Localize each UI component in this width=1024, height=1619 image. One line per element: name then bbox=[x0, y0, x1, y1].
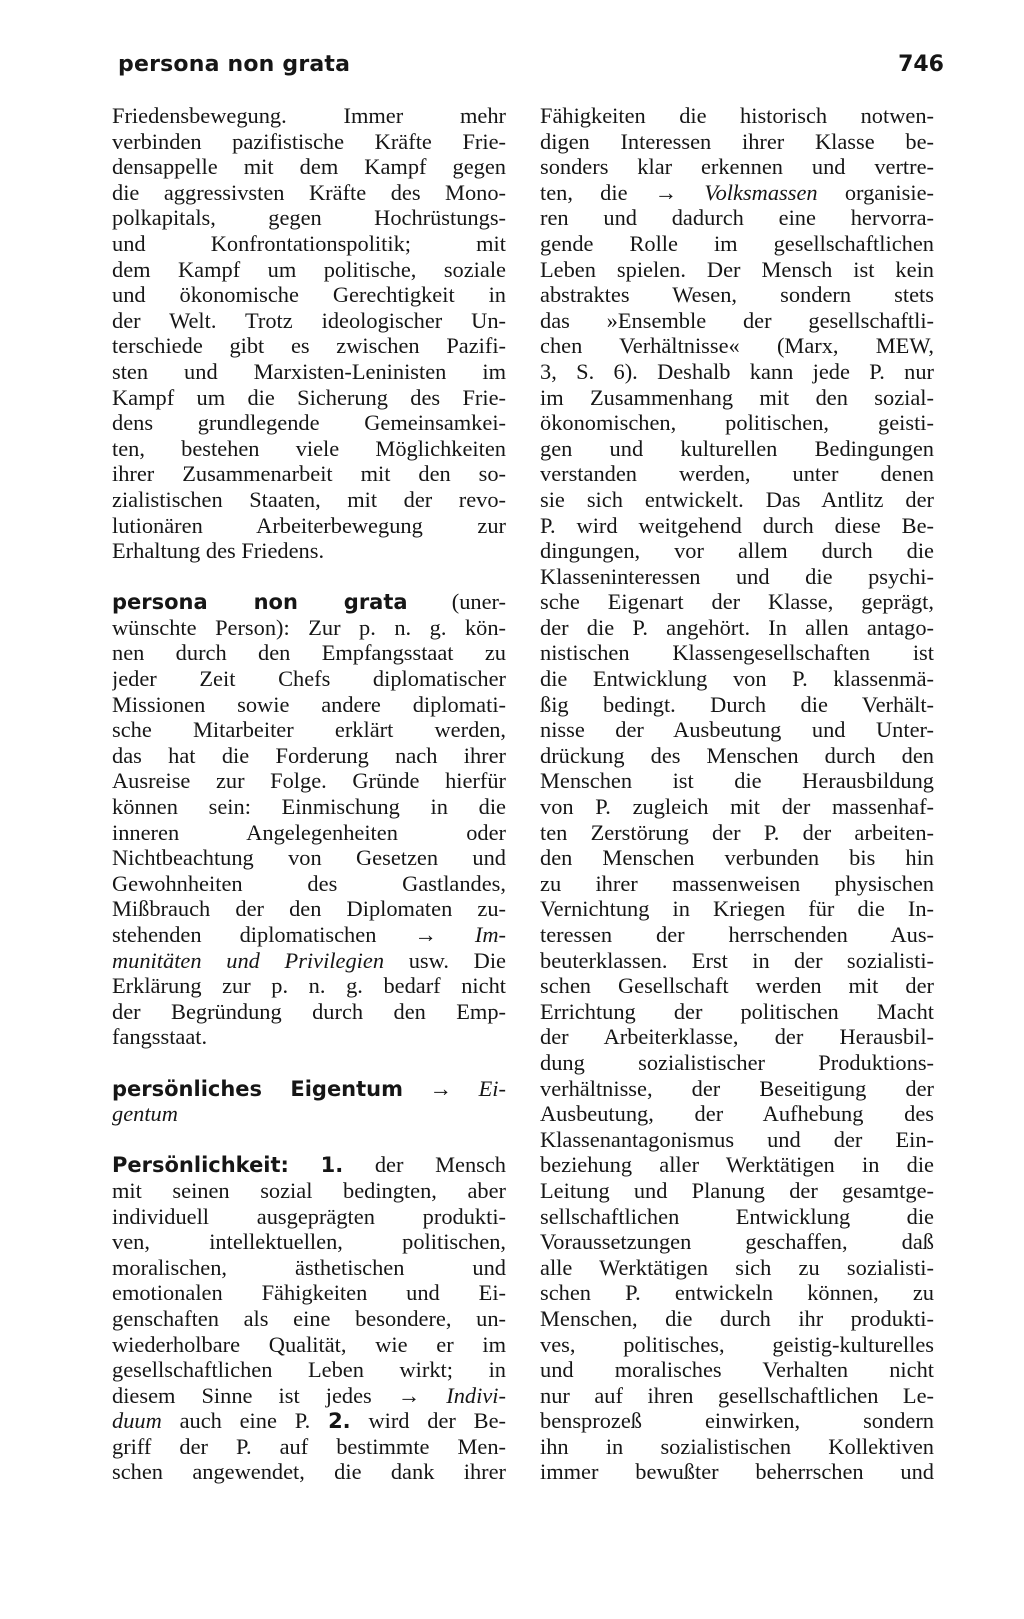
text-line: ßig bedingt. Durch die Verhält- bbox=[540, 691, 934, 717]
entry-line bbox=[112, 922, 506, 948]
text-line: Klasseninteressen und die psychi- bbox=[540, 563, 934, 589]
left-column bbox=[112, 103, 506, 1485]
entry-body bbox=[112, 973, 506, 1050]
text-line: lutionären Arbeiterbewegung zur bbox=[112, 512, 506, 538]
text-line: jeder Zeit Chefs diplomatischer bbox=[112, 666, 506, 692]
entry-line bbox=[112, 1383, 506, 1409]
text-line: drückung des Menschen durch den bbox=[540, 742, 934, 768]
sense-number: 1. bbox=[320, 1153, 344, 1178]
entry-body bbox=[540, 103, 934, 180]
text-line: ihn in sozialistischen Kollektiven bbox=[540, 1433, 934, 1459]
text-line: und Konfrontationspolitik; mit bbox=[112, 230, 506, 256]
cross-reference-arrow: → bbox=[414, 922, 437, 947]
text-line: Errichtung der politischen Macht bbox=[540, 998, 934, 1024]
text-line: zu ihrer massenweisen physischen bbox=[540, 870, 934, 896]
text-line: Nichtbeachtung von Gesetzen und bbox=[112, 845, 506, 871]
text-line: Leben spielen. Der Mensch ist kein bbox=[540, 256, 934, 282]
text-line: Gewohnheiten des Gastlandes, bbox=[112, 870, 506, 896]
text-line: die aggressivsten Kräfte des Mono- bbox=[112, 179, 506, 205]
entry-text: diesem Sinne ist jedes bbox=[112, 1382, 372, 1408]
text-line: nistischen Klassengesellschaften ist bbox=[540, 640, 934, 666]
text-line: mit seinen sozial bedingten, aber bbox=[112, 1177, 506, 1203]
text-line: gen und kulturellen Bedingungen bbox=[540, 435, 934, 461]
text-line: immer bewußter beherrschen und bbox=[540, 1459, 934, 1485]
entry-first-line bbox=[112, 1076, 506, 1102]
text-line: sche Mitarbeiter erklärt werden, bbox=[112, 717, 506, 743]
text-line: Mißbrauch der den Diplomaten zu- bbox=[112, 896, 506, 922]
sense-number: 2. bbox=[328, 1409, 351, 1434]
text-line: schen Gesellschaft werden mit der bbox=[540, 973, 934, 999]
headword: persönliches Eigentum bbox=[112, 1076, 404, 1101]
text-line: ves, politisches, geistig-kulturelles bbox=[540, 1331, 934, 1357]
text-line: von P. zugleich mit der massenhaf- bbox=[540, 794, 934, 820]
text-line: sellschaftlichen Entwicklung die bbox=[540, 1203, 934, 1229]
text-line: das »Ensemble der gesellschaftli- bbox=[540, 307, 934, 333]
text-line: teressen der herrschenden Aus- bbox=[540, 922, 934, 947]
entry-text: auch eine P. bbox=[179, 1408, 311, 1434]
entry-text: stehenden diplomatischen bbox=[112, 922, 377, 947]
text-line: schen P. entwickeln können, zu bbox=[540, 1280, 934, 1306]
text-line: der die P. angehört. In allen antago- bbox=[540, 614, 934, 640]
text-line: Fähigkeiten die historisch notwen- bbox=[540, 103, 934, 128]
headword: persona non grata bbox=[112, 590, 408, 615]
entry-gap bbox=[112, 1050, 506, 1076]
entry-text: der Mensch bbox=[374, 1152, 506, 1178]
cross-reference-link[interactable]: Indivi- bbox=[446, 1382, 506, 1408]
text-line: im Zusammenhang mit den sozial- bbox=[540, 384, 934, 410]
text-line: beziehung aller Werktätigen in die bbox=[540, 1152, 934, 1178]
cross-reference-link[interactable]: Volksmassen bbox=[704, 179, 818, 205]
text-line: das hat die Forderung nach ihrer bbox=[112, 742, 506, 768]
text-line: inneren Angelegenheiten oder bbox=[112, 819, 506, 845]
text-line: beuterklassen. Erst in der sozialisti- bbox=[540, 947, 934, 973]
cross-reference-link[interactable]: munitäten und Privilegien bbox=[112, 947, 385, 973]
text-line: individuell ausgeprägten produkti- bbox=[112, 1203, 506, 1229]
text-line: Klassenantagonismus und der Ein- bbox=[540, 1126, 934, 1152]
entry-text: wird der Be- bbox=[368, 1408, 506, 1434]
text-line: sonders klar erkennen und vertre- bbox=[540, 154, 934, 180]
text-line: Missionen sowie andere diplomati- bbox=[112, 691, 506, 717]
entry-body bbox=[112, 1434, 506, 1485]
headword: Persönlichkeit: bbox=[112, 1153, 289, 1178]
text-line: und moralisches Verhalten nicht bbox=[540, 1357, 934, 1383]
page-number: 746 bbox=[898, 52, 944, 77]
entry-persoenlichkeit bbox=[112, 1152, 506, 1485]
text-line: die Entwicklung von P. klassenmä- bbox=[540, 666, 934, 692]
cross-reference-arrow: → bbox=[429, 1075, 453, 1101]
text-line: abstraktes Wesen, sondern stets bbox=[540, 282, 934, 308]
text-line: alle Werktätigen sich zu sozialisti- bbox=[540, 1254, 934, 1280]
text-line: chen Verhältnisse« (Marx, MEW, bbox=[540, 333, 934, 359]
text-line: der Begründung durch den Emp- bbox=[112, 998, 506, 1024]
entry-line bbox=[112, 1408, 506, 1434]
text-line: sten und Marxisten-Leninisten im bbox=[112, 358, 506, 384]
text-line: Vernichtung in Kriegen für die In- bbox=[540, 896, 934, 922]
entry-persona-non-grata bbox=[112, 589, 506, 1050]
text-line: nen durch den Empfangsstaat zu bbox=[112, 640, 506, 666]
right-column bbox=[540, 103, 934, 1485]
text-line: Erhaltung des Friedens. bbox=[112, 538, 325, 564]
entry-line bbox=[112, 1101, 506, 1127]
text-line: fangsstaat. bbox=[112, 1024, 208, 1050]
text-line: moralischen, ästhetischen und bbox=[112, 1254, 506, 1280]
cross-reference-link[interactable]: duum bbox=[112, 1408, 162, 1434]
text-line: Ausreise zur Folge. Gründe hierfür bbox=[112, 768, 506, 794]
text-line: der Arbeiterklasse, der Herausbil- bbox=[540, 1024, 934, 1050]
text-line: gende Rolle im gesellschaftlichen bbox=[540, 230, 934, 256]
text-line: wiederholbare Qualität, wie er im bbox=[112, 1331, 506, 1357]
entry-first-line bbox=[112, 1152, 506, 1178]
text-line: den Menschen verbunden bis hin bbox=[540, 845, 934, 871]
text-line: verstanden werden, unter denen bbox=[540, 461, 934, 487]
text-line: ten, bestehen viele Möglichkeiten bbox=[112, 435, 506, 461]
text-line: bensprozeß einwirken, sondern bbox=[540, 1408, 934, 1434]
text-line: nisse der Ausbeutung und Unter- bbox=[540, 717, 934, 743]
cross-reference-link[interactable]: Ei- bbox=[478, 1075, 506, 1101]
text-line: Voraussetzungen geschaffen, daß bbox=[540, 1229, 934, 1255]
entry-line bbox=[112, 948, 506, 974]
entry-text: usw. Die bbox=[408, 947, 506, 973]
text-line: Kampf um die Sicherung des Frie- bbox=[112, 384, 506, 410]
text-line: dens grundlegende Gemeinsamkei- bbox=[112, 410, 506, 436]
text-line: verbinden pazifistische Kräfte Frie- bbox=[112, 128, 506, 154]
text-line: dung sozialistischer Produktions- bbox=[540, 1049, 934, 1075]
text-line: und ökonomische Gerechtigkeit in bbox=[112, 282, 506, 308]
entry-text: ten, die bbox=[540, 179, 628, 205]
entry-persoenliches-eigentum bbox=[112, 1076, 506, 1127]
text-line: Menschen, die durch ihr produkti- bbox=[540, 1305, 934, 1331]
cross-reference-link[interactable]: gentum bbox=[112, 1101, 178, 1127]
text-line: 3, S. 6). Deshalb kann jede P. nur bbox=[540, 358, 934, 384]
text-line: terschiede gibt es zwischen Pazifi- bbox=[112, 333, 506, 359]
text-line: Menschen ist die Herausbildung bbox=[540, 768, 934, 794]
text-line: digen Interessen ihrer Klasse be- bbox=[540, 128, 934, 154]
entry-text: organisie- bbox=[844, 179, 934, 205]
cross-reference-arrow: → bbox=[654, 179, 678, 205]
text-line: densappelle mit dem Kampf gegen bbox=[112, 154, 506, 180]
text-line: Erklärung zur p. n. g. bedarf nicht bbox=[112, 973, 506, 999]
text-line: ten Zerstörung der P. der arbeiten- bbox=[540, 819, 934, 845]
cross-reference-arrow: → bbox=[397, 1382, 421, 1408]
text-line: dem Kampf um politische, soziale bbox=[112, 256, 506, 282]
text-line: schen angewendet, die dank ihrer bbox=[112, 1459, 506, 1485]
continuation-paragraph bbox=[112, 103, 506, 564]
text-line: der Welt. Trotz ideologischer Un- bbox=[112, 307, 506, 333]
cross-reference-link[interactable]: Im- bbox=[474, 922, 506, 947]
text-line: Leitung und Planung der gesamtge- bbox=[540, 1177, 934, 1203]
text-line: dingungen, vor allem durch die bbox=[540, 538, 934, 564]
text-line: ökonomischen, politischen, geisti- bbox=[540, 410, 934, 436]
running-head: persona non grata bbox=[118, 52, 351, 77]
text-line: P. wird weitgehend durch diese Be- bbox=[540, 512, 934, 538]
text-line: verhältnisse, der Beseitigung der bbox=[540, 1075, 934, 1101]
text-line: Ausbeutung, der Aufhebung des bbox=[540, 1101, 934, 1127]
text-line: gesellschaftlichen Leben wirkt; in bbox=[112, 1357, 506, 1383]
text-line: Friedensbewegung. Immer mehr bbox=[112, 103, 506, 128]
text-line: ren und dadurch eine hervorra- bbox=[540, 205, 934, 231]
entry-body bbox=[112, 1178, 506, 1383]
entry-body bbox=[112, 615, 506, 922]
entry-gap bbox=[112, 1127, 506, 1153]
text-line: polkapitals, gegen Hochrüstungs- bbox=[112, 205, 506, 231]
entry-text: (uner- bbox=[451, 589, 506, 615]
entry-first-line bbox=[112, 589, 506, 615]
text-line: nur auf ihren gesellschaftlichen Le- bbox=[540, 1382, 934, 1408]
text-line: sche Eigenart der Klasse, geprägt, bbox=[540, 589, 934, 615]
entry-line bbox=[540, 180, 934, 206]
entry-gap bbox=[112, 564, 506, 590]
text-line: wünschte Person): Zur p. n. g. kön- bbox=[112, 614, 506, 640]
text-line: genschaften als eine besondere, un- bbox=[112, 1305, 506, 1331]
text-line: ven, intellektuellen, politischen, bbox=[112, 1229, 506, 1255]
text-line: emotionalen Fähigkeiten und Ei- bbox=[112, 1280, 506, 1306]
text-line: ihrer Zusammenarbeit mit den so- bbox=[112, 461, 506, 487]
text-line: können sein: Einmischung in die bbox=[112, 794, 506, 820]
entry-body bbox=[540, 205, 934, 1485]
text-line: zialistischen Staaten, mit der revo- bbox=[112, 486, 506, 512]
text-line: sie sich entwickelt. Das Antlitz der bbox=[540, 486, 934, 512]
text-line: griff der P. auf bestimmte Men- bbox=[112, 1433, 506, 1459]
